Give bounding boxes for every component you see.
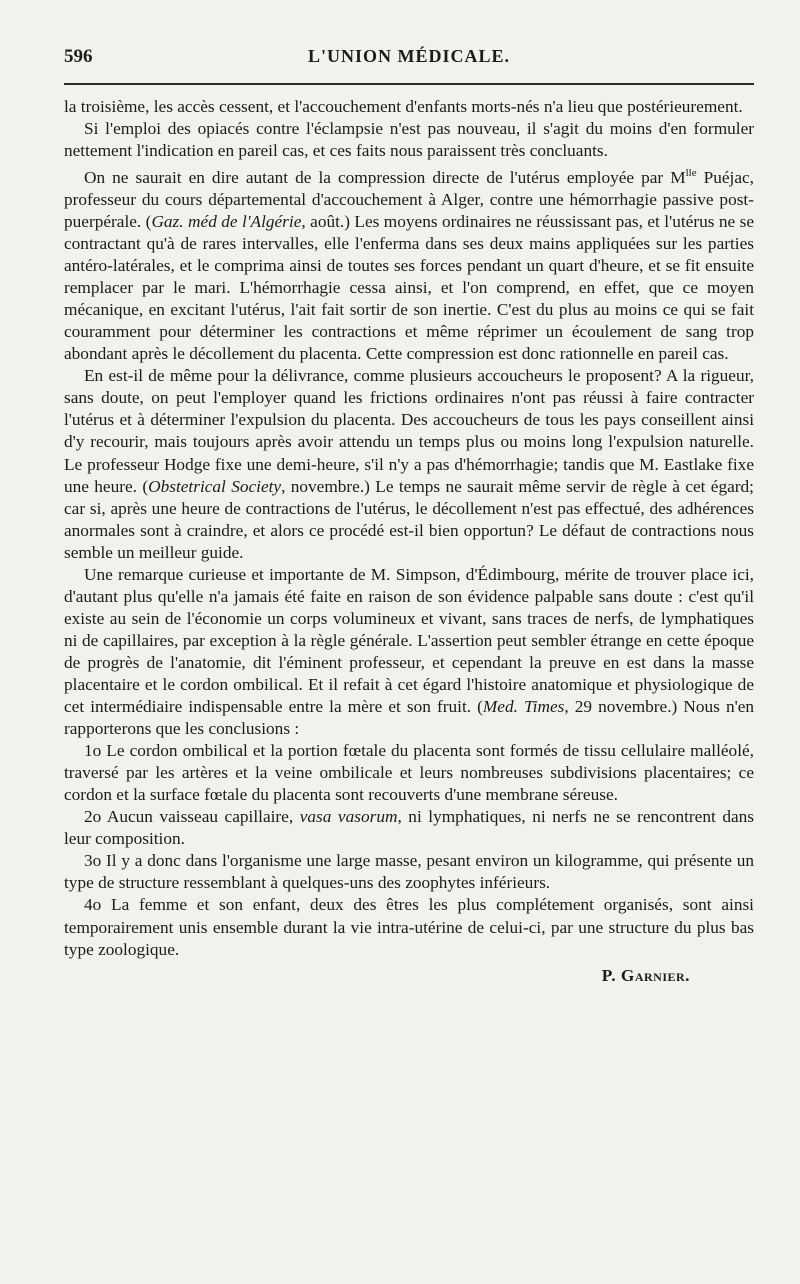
paragraph-text: Une remarque curieuse et importante de M. Simpson, d'Édimbourg, mérite de trouver place ici, d'autant plus qu'elle n'a jamais été faite en raison de son évidence palpable sans doute : c'est qu'il existe au sein de l'économie un corps volumineux et vivant, sans traces de nerfs, de lymphatiques ni de capillaires, par exception à la règle générale. L'assertion peut sembler étrange en cette époque de progrès de l'anatomie, dit l'éminent professeur, et cependant la preuve en est dans la masse placentaire et le cordon ombilical. Et il refait à cet égard l'histoire anatomique et physiologique de cet intermédiaire indispensable entre la mère et son fruit. ( xyxy=(64,564,754,717)
paragraph-text: la troisième, les accès cessent, et l'accouchement d'enfants morts-nés n'a lieu que postérieurement. xyxy=(64,97,743,116)
conclusion-item xyxy=(64,894,754,960)
paragraph-text: , août.) Les moyens ordinaires ne réussissant pas, et l'utérus ne se contractant qu'à de rares intervalles, elle l'enferma dans ses deux mains appliquées sur les parties antéro-latérales, et le comprima ainsi de toutes ses forces pendant un quart d'heure, et se fit ensuite remplacer par le mari. L'hémorrhagie cessa ainsi, et l'on comprend, en effet, que ce moyen mécanique, en excitant l'utérus, l'ait fait sortir de son inertie. C'est du plus au moins ce qui se fait couramment pour déterminer les contractions et même réprimer un écoulement de sang trop abondant après le décollement du placenta. Cette compression est donc rationnelle en pareil cas. xyxy=(64,212,755,364)
citation: Obstetrical Society xyxy=(148,476,282,496)
paragraph xyxy=(64,96,754,118)
paragraph-text: En est-il de même pour la délivrance, comme plusieurs accoucheurs le proposent? A la rigueur, sans doute, on peut l'employer quand les frictions ordinaires n'ont pas réussi à faire contracter l'utérus et à déterminer l'expulsion du placenta. Des accoucheurs de tous les pays conseillent ainsi d'y recourir, mais toujours après avoir attendu un temps plus ou moins long l'expulsion naturelle. Le professeur Hodge fixe une demi-heure, s'il n'y a pas d'hémorrhagie; tandis que M. Eastlake fixe une heure. ( xyxy=(64,366,754,496)
page-number: 596 xyxy=(64,46,93,67)
conclusion-number: 1o xyxy=(84,741,102,761)
superscript: lle xyxy=(685,167,697,180)
journal-title: L'UNION MÉDICALE. xyxy=(307,46,511,66)
header-rule xyxy=(64,83,754,85)
paragraph xyxy=(64,564,754,740)
citation: vasa vasorum xyxy=(299,807,398,827)
conclusion-number: 3o xyxy=(84,851,102,871)
paragraph xyxy=(64,162,754,365)
conclusion-item xyxy=(64,806,754,850)
conclusion-number: 4o xyxy=(84,895,102,915)
paragraph-text: Puéjac, professeur du cours départemental d'accouchement à Alger, contre une hémorrhagie passive post-puerpérale. ( xyxy=(64,167,754,231)
conclusion-text: , ni lymphatiques, ni nerfs ne se rencontrent dans leur composition. xyxy=(64,807,754,849)
paragraph-text: Si l'emploi des opiacés contre l'éclampsie n'est pas nouveau, il s'agit du moins d'en formuler nettement l'indication en pareil cas, et ces faits nous paraissent très concluants. xyxy=(64,119,754,161)
paragraph xyxy=(64,365,754,563)
page-header xyxy=(64,46,754,74)
conclusion-text: La femme et son enfant, deux des êtres les plus complétement organisés, sont ainsi temporairement unis ensemble durant la vie intra-utérine de celui-ci, par une structure du plus bas type zoologique. xyxy=(64,895,754,959)
article-body xyxy=(64,96,754,987)
conclusion-item xyxy=(64,740,754,806)
paragraph-text: , 29 novembre.) Nous n'en rapporterons que les conclusions : xyxy=(64,697,755,739)
paragraph-text: , novembre.) Le temps ne saurait même servir de règle à cet égard; car si, après une heure de contractions de l'utérus, le décollement n'est pas effectué, des adhérences anormales sont à craindre, et alors ce procédé est-il bien opportun? Le défaut de contractions nous semble un meilleur guide. xyxy=(64,476,754,562)
conclusion-text: Aucun vaisseau capillaire, xyxy=(101,807,300,827)
paragraph-text: On ne saurait en dire autant de la compression directe de l'utérus employée par M xyxy=(84,167,686,187)
citation: Gaz. méd de l'Algérie xyxy=(151,212,302,231)
conclusion-text: Il y a donc dans l'organisme une large masse, pesant environ un kilogramme, qui présente un type de structure ressemblant à quelques-uns des zoophytes inférieurs. xyxy=(64,851,754,893)
citation: Med. Times xyxy=(482,697,565,717)
conclusion-text: Le cordon ombilical et la portion fœtale du placenta sont formés de tissu cellulaire malléolé, traversé par les artères et la veine ombilicale et leurs nombreuses subdivisions placentaires; ce cordon et la surface fœtale du placenta sont recouverts d'une membrane séreuse. xyxy=(64,741,754,805)
author-signature: P. Garnier. xyxy=(601,965,690,985)
conclusion-number: 2o xyxy=(84,807,102,827)
conclusion-item xyxy=(64,850,754,894)
paragraph xyxy=(64,118,754,162)
